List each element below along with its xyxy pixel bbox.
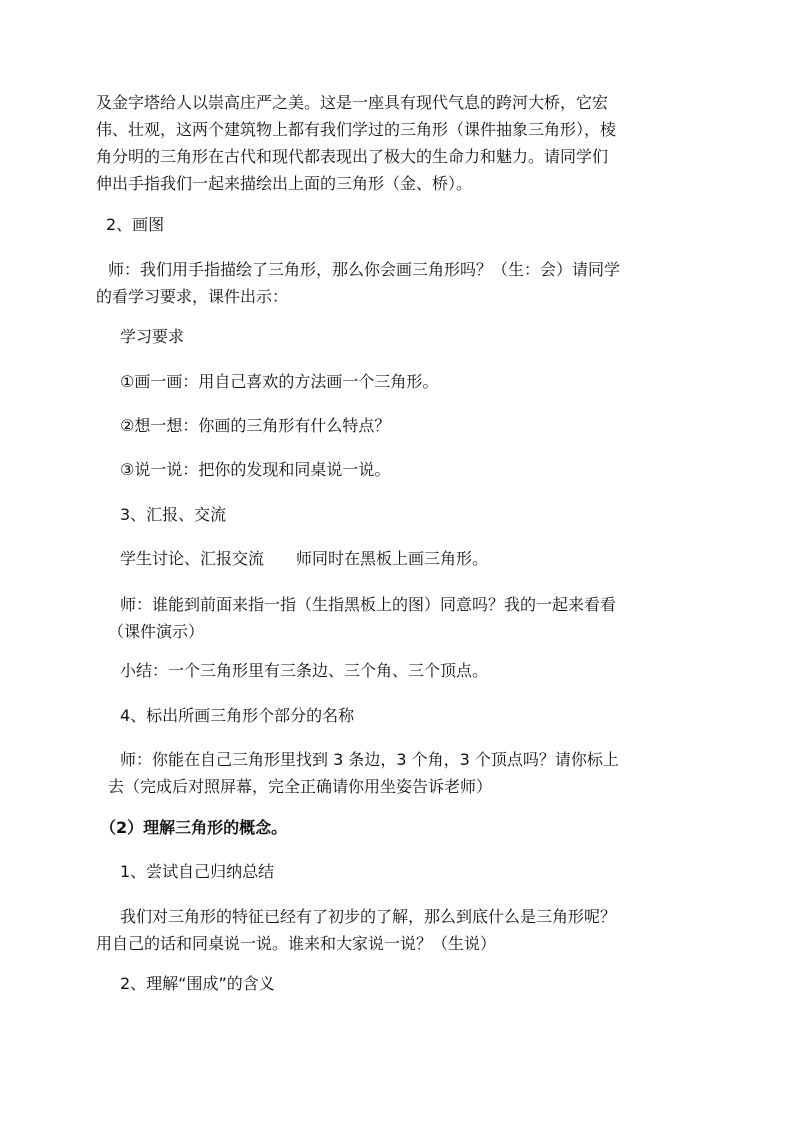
- paragraph-intro: [96, 89, 702, 197]
- text-line: ①画一画：用自己喜欢的方法画一个三角形。: [120, 372, 439, 391]
- text-line: （2）理解三角形的概念。: [100, 818, 288, 837]
- paragraph-teacher-point: [108, 591, 702, 645]
- section-heading-report: [120, 501, 726, 528]
- section-heading-summarize: [120, 858, 726, 885]
- text-line: 用自己的话和同桌说一说。谁来和大家说一说？（生说）: [96, 934, 497, 953]
- section-heading-draw: [106, 211, 712, 238]
- text-line: 伸出手指我们一起来描绘出上面的三角形（金、桥）。: [96, 174, 473, 193]
- text-line: 角分明的三角形在古代和现代都表现出了极大的生命力和魅力。请同学们: [96, 147, 609, 166]
- section-heading-concept: [100, 814, 706, 841]
- text-line: 的看学习要求，课件出示：: [96, 287, 289, 306]
- text-line: 2、画图: [106, 215, 165, 234]
- requirement-item-2: [120, 412, 726, 439]
- requirement-item-1: [120, 368, 726, 395]
- section-heading-enclose: [120, 970, 726, 997]
- text-line: 去（完成后对照屏幕，完全正确请你用坐姿告诉老师）: [108, 777, 493, 796]
- text-line: 学生讨论、汇报交流 师同时在黑板上画三角形。: [120, 549, 489, 568]
- text-line: 师：你能在自己三角形里找到 3 条边，3 个角，3 个顶点吗？请你标上: [120, 750, 619, 769]
- text-line: 3、汇报、交流: [120, 505, 227, 524]
- text-line: 小结：一个三角形里有三条边、三个角、三个顶点。: [120, 661, 489, 680]
- paragraph-concept-question: [96, 903, 702, 957]
- text-line: ②想一想：你画的三角形有什么特点？: [120, 416, 391, 435]
- paragraph-discussion: [120, 545, 726, 572]
- paragraph-teacher-label: [108, 746, 702, 800]
- text-line: 师：谁能到前面来指一指（生指黑板上的图）同意吗？我的一起来看看: [120, 595, 617, 614]
- text-line: 师：我们用手指描绘了三角形，那么你会画三角形吗？（生：会）请同学: [108, 260, 621, 279]
- text-line: 我们对三角形的特征已经有了初步的了解，那么到底什么是三角形呢？: [120, 907, 617, 926]
- section-heading-label: [120, 702, 726, 729]
- text-line: 伟、壮观，这两个建筑物上都有我们学过的三角形（课件抽象三角形），棱: [96, 120, 617, 139]
- paragraph-summary: [120, 657, 726, 684]
- text-line: 2、理解“围成”的含义: [120, 974, 275, 993]
- text-line: 及金字塔给人以崇高庄严之美。这是一座具有现代气息的跨河大桥，它宏: [96, 93, 609, 112]
- learning-requirements-title: [120, 323, 726, 350]
- text-line: ③说一说：把你的发现和同桌说一说。: [120, 460, 391, 479]
- requirement-item-3: [120, 456, 726, 483]
- paragraph-teacher-draw: [96, 256, 702, 310]
- text-line: 学习要求: [120, 327, 185, 346]
- text-line: 1、尝试自己归纳总结: [120, 862, 275, 881]
- text-line: （课件演示）: [108, 622, 205, 641]
- text-line: 4、标出所画三角形个部分的名称: [120, 706, 355, 725]
